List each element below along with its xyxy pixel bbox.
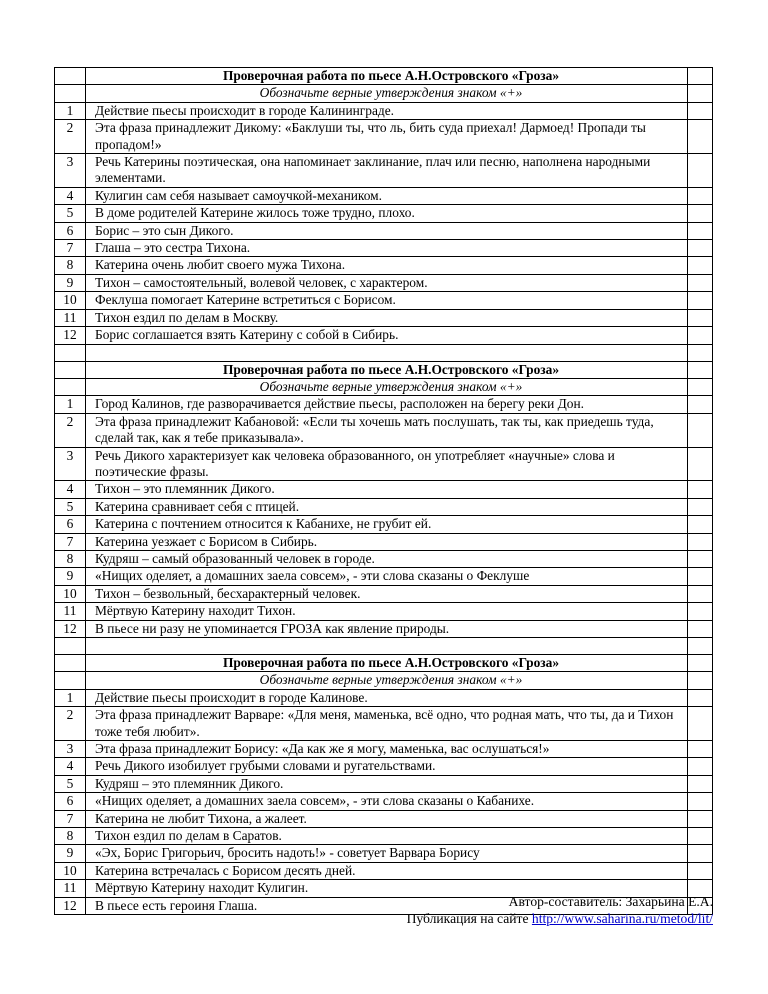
title-mark-cell — [688, 68, 713, 85]
answer-mark-cell[interactable] — [688, 413, 713, 447]
answer-mark-cell[interactable] — [688, 845, 713, 862]
statement-number: 9 — [55, 568, 86, 585]
answer-mark-cell[interactable] — [688, 481, 713, 498]
statement-number: 8 — [55, 828, 86, 845]
statement-row — [55, 845, 713, 862]
quiz-instruction: Обозначьте верные утверждения знаком «+» — [86, 85, 688, 102]
statement-text: Катерина встречалась с Борисом десять дней. — [86, 862, 688, 879]
statement-number: 10 — [55, 585, 86, 602]
spacer-num-cell — [55, 638, 86, 655]
statement-text: Катерина с почтением относится к Кабанихе, не грубит ей. — [86, 516, 688, 533]
answer-mark-cell[interactable] — [688, 498, 713, 515]
quiz-instruction-row — [55, 672, 713, 689]
statement-row — [55, 516, 713, 533]
statement-text: Мёртвую Катерину находит Кулигин. — [86, 880, 688, 897]
statement-text: Действие пьесы происходит в городе Калинове. — [86, 689, 688, 706]
spacer-text-cell — [86, 344, 688, 361]
author-credit: Автор-составитель: Захарьина Е.А. — [508, 894, 713, 909]
answer-mark-cell[interactable] — [688, 396, 713, 413]
statement-number: 5 — [55, 775, 86, 792]
statement-text: «Эх, Борис Григорьич, бросить надоть!» - советует Варвара Борису — [86, 845, 688, 862]
block-spacer — [55, 344, 713, 361]
statement-text: Речь Дикого характеризует как человека образованного, он употребляет «научные» слова и поэтические фразы. — [86, 447, 688, 481]
statement-text: Речь Дикого изобилует грубыми словами и ругательствами. — [86, 758, 688, 775]
statement-row — [55, 292, 713, 309]
statement-row — [55, 603, 713, 620]
answer-mark-cell[interactable] — [688, 828, 713, 845]
answer-mark-cell[interactable] — [688, 309, 713, 326]
statement-row — [55, 309, 713, 326]
statement-number: 9 — [55, 274, 86, 291]
statement-row — [55, 205, 713, 222]
quiz-title-row — [55, 361, 713, 378]
instruction-mark-cell — [688, 85, 713, 102]
title-num-cell — [55, 655, 86, 672]
statement-row — [55, 793, 713, 810]
statement-row — [55, 187, 713, 204]
statement-row — [55, 481, 713, 498]
answer-mark-cell[interactable] — [688, 810, 713, 827]
statement-text: В доме родителей Катерине жилось тоже трудно, плохо. — [86, 205, 688, 222]
statement-text: Глаша – это сестра Тихона. — [86, 240, 688, 257]
statement-text: Эта фраза принадлежит Варваре: «Для меня, маменька, всё одно, что родная мать, что ты, да и Тихон тоже тебя любит». — [86, 707, 688, 741]
answer-mark-cell[interactable] — [688, 758, 713, 775]
statement-text: Тихон – безвольный, бесхарактерный человек. — [86, 585, 688, 602]
statement-number: 4 — [55, 481, 86, 498]
statement-number: 6 — [55, 793, 86, 810]
statement-number: 12 — [55, 327, 86, 344]
statement-number: 2 — [55, 413, 86, 447]
quiz-instruction: Обозначьте верные утверждения знаком «+» — [86, 672, 688, 689]
statement-text: В пьесе есть героиня Глаша. — [86, 897, 688, 914]
answer-mark-cell[interactable] — [688, 793, 713, 810]
statement-row — [55, 620, 713, 637]
statement-number: 3 — [55, 741, 86, 758]
answer-mark-cell[interactable] — [688, 274, 713, 291]
answer-mark-cell[interactable] — [688, 292, 713, 309]
statement-row — [55, 585, 713, 602]
answer-mark-cell[interactable] — [688, 568, 713, 585]
statement-number: 12 — [55, 620, 86, 637]
statement-text: Борис – это сын Дикого. — [86, 222, 688, 239]
answer-mark-cell[interactable] — [688, 775, 713, 792]
title-mark-cell — [688, 655, 713, 672]
quiz-instruction-row — [55, 85, 713, 102]
statement-text: Эта фраза принадлежит Борису: «Да как же я могу, маменька, вас ослушаться!» — [86, 741, 688, 758]
statement-text: Катерина сравнивает себя с птицей. — [86, 498, 688, 515]
statement-text: Катерина не любит Тихона, а жалеет. — [86, 810, 688, 827]
statement-row — [55, 568, 713, 585]
answer-mark-cell[interactable] — [688, 447, 713, 481]
answer-mark-cell[interactable] — [688, 741, 713, 758]
statement-row — [55, 758, 713, 775]
instruction-num-cell — [55, 85, 86, 102]
statement-row — [55, 222, 713, 239]
answer-mark-cell[interactable] — [688, 187, 713, 204]
statement-text: Катерина уезжает с Борисом в Сибирь. — [86, 533, 688, 550]
statement-number: 11 — [55, 309, 86, 326]
publication-line — [407, 910, 713, 927]
answer-mark-cell[interactable] — [688, 585, 713, 602]
statement-text: Кулигин сам себя называет самоучкой-механиком. — [86, 187, 688, 204]
quiz-table — [54, 67, 713, 915]
statement-text: Катерина очень любит своего мужа Тихона. — [86, 257, 688, 274]
statement-number: 1 — [55, 689, 86, 706]
instruction-mark-cell — [688, 378, 713, 395]
quiz-title: Проверочная работа по пьесе А.Н.Островского «Гроза» — [86, 361, 688, 378]
statement-number: 12 — [55, 897, 86, 914]
spacer-mark-cell — [688, 638, 713, 655]
statement-text: Эта фраза принадлежит Дикому: «Баклуши ты, что ль, бить суда приехал! Дармоед! Пропади ты пропадом!» — [86, 120, 688, 154]
statement-text: Действие пьесы происходит в городе Калининграде. — [86, 102, 688, 119]
answer-mark-cell[interactable] — [688, 550, 713, 567]
statement-number: 9 — [55, 845, 86, 862]
answer-mark-cell[interactable] — [688, 603, 713, 620]
statement-row — [55, 689, 713, 706]
statement-number: 6 — [55, 222, 86, 239]
statement-number: 8 — [55, 257, 86, 274]
statement-text: Эта фраза принадлежит Кабановой: «Если ты хочешь мать послушать, так ты, как приедешь туда, сделай так, как я тебе приказывала». — [86, 413, 688, 447]
statement-row — [55, 154, 713, 188]
statement-text: Тихон – самостоятельный, волевой человек, с характером. — [86, 274, 688, 291]
quiz-sheet — [54, 67, 713, 915]
statement-row — [55, 533, 713, 550]
answer-mark-cell[interactable] — [688, 154, 713, 188]
footer — [407, 893, 713, 927]
statement-number: 7 — [55, 810, 86, 827]
statement-text: Борис соглашается взять Катерину с собой в Сибирь. — [86, 327, 688, 344]
statement-row — [55, 447, 713, 481]
quiz-title-row — [55, 655, 713, 672]
title-num-cell — [55, 68, 86, 85]
statement-row — [55, 550, 713, 567]
statement-number: 4 — [55, 758, 86, 775]
answer-mark-cell[interactable] — [688, 533, 713, 550]
statement-text: Тихон – это племянник Дикого. — [86, 481, 688, 498]
statement-text: Тихон ездил по делам в Москву. — [86, 309, 688, 326]
answer-mark-cell[interactable] — [688, 102, 713, 119]
title-mark-cell — [688, 361, 713, 378]
statement-row — [55, 327, 713, 344]
statement-row — [55, 240, 713, 257]
statement-text: Мёртвую Катерину находит Тихон. — [86, 603, 688, 620]
statement-row — [55, 828, 713, 845]
answer-mark-cell[interactable] — [688, 689, 713, 706]
statement-number: 5 — [55, 498, 86, 515]
statement-number: 3 — [55, 447, 86, 481]
instruction-num-cell — [55, 378, 86, 395]
statement-number: 11 — [55, 603, 86, 620]
answer-mark-cell[interactable] — [688, 222, 713, 239]
answer-mark-cell[interactable] — [688, 620, 713, 637]
statement-number: 3 — [55, 154, 86, 188]
answer-mark-cell[interactable] — [688, 240, 713, 257]
statement-number: 10 — [55, 862, 86, 879]
statement-text: Речь Катерины поэтическая, она напоминает заклинание, плач или песню, наполнена народными элементами. — [86, 154, 688, 188]
answer-mark-cell[interactable] — [688, 516, 713, 533]
site-link[interactable]: http://www.saharina.ru/metod/lit/ — [531, 911, 713, 926]
statement-row — [55, 102, 713, 119]
statement-number: 1 — [55, 396, 86, 413]
statement-row — [55, 775, 713, 792]
quiz-title-row — [55, 68, 713, 85]
statement-number: 1 — [55, 102, 86, 119]
quiz-instruction-row — [55, 378, 713, 395]
statement-text: «Нищих оделяет, а домашних заела совсем», - эти слова сказаны о Кабанихе. — [86, 793, 688, 810]
answer-mark-cell[interactable] — [688, 257, 713, 274]
spacer-num-cell — [55, 344, 86, 361]
quiz-title: Проверочная работа по пьесе А.Н.Островского «Гроза» — [86, 68, 688, 85]
statement-row — [55, 498, 713, 515]
statement-row — [55, 862, 713, 879]
statement-text: Феклуша помогает Катерине встретиться с Борисом. — [86, 292, 688, 309]
statement-number: 6 — [55, 516, 86, 533]
statement-number: 8 — [55, 550, 86, 567]
answer-mark-cell[interactable] — [688, 205, 713, 222]
quiz-title: Проверочная работа по пьесе А.Н.Островского «Гроза» — [86, 655, 688, 672]
answer-mark-cell[interactable] — [688, 327, 713, 344]
statement-text: Кудряш – это племянник Дикого. — [86, 775, 688, 792]
spacer-text-cell — [86, 638, 688, 655]
statement-row — [55, 396, 713, 413]
statement-row — [55, 120, 713, 154]
statement-row — [55, 741, 713, 758]
statement-text: «Нищих оделяет, а домашних заела совсем», - эти слова сказаны о Феклуше — [86, 568, 688, 585]
title-num-cell — [55, 361, 86, 378]
statement-text: В пьесе ни разу не упоминается ГРОЗА как явление природы. — [86, 620, 688, 637]
quiz-instruction: Обозначьте верные утверждения знаком «+» — [86, 378, 688, 395]
spacer-mark-cell — [688, 344, 713, 361]
statement-row — [55, 274, 713, 291]
statement-number: 2 — [55, 707, 86, 741]
publication-label: Публикация на сайте — [406, 911, 529, 926]
statement-number: 10 — [55, 292, 86, 309]
statement-row — [55, 413, 713, 447]
answer-mark-cell[interactable] — [688, 707, 713, 741]
answer-mark-cell[interactable] — [688, 120, 713, 154]
statement-text: Тихон ездил по делам в Саратов. — [86, 828, 688, 845]
statement-number: 2 — [55, 120, 86, 154]
statement-number: 4 — [55, 187, 86, 204]
statement-text: Кудряш – самый образованный человек в городе. — [86, 550, 688, 567]
statement-number: 7 — [55, 533, 86, 550]
statement-number: 5 — [55, 205, 86, 222]
statement-number: 7 — [55, 240, 86, 257]
instruction-mark-cell — [688, 672, 713, 689]
block-spacer — [55, 638, 713, 655]
statement-number: 11 — [55, 880, 86, 897]
answer-mark-cell[interactable] — [688, 862, 713, 879]
statement-text: Город Калинов, где разворачивается действие пьесы, расположен на берегу реки Дон. — [86, 396, 688, 413]
instruction-num-cell — [55, 672, 86, 689]
statement-row — [55, 257, 713, 274]
statement-row — [55, 810, 713, 827]
statement-row — [55, 707, 713, 741]
